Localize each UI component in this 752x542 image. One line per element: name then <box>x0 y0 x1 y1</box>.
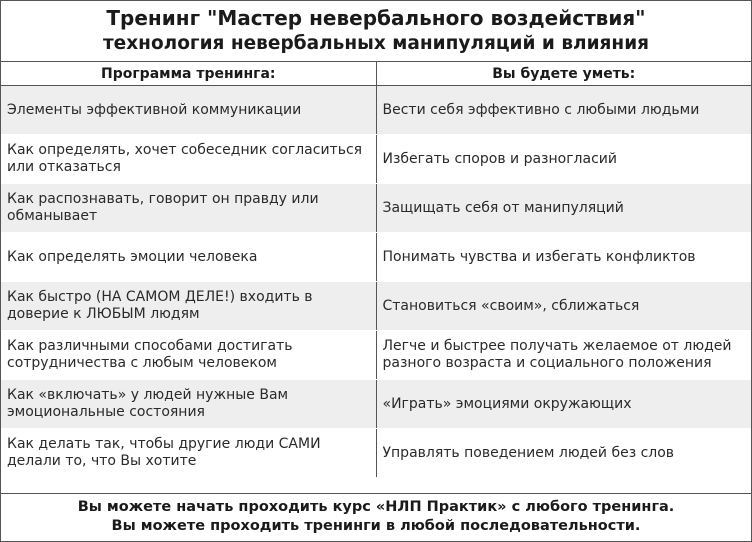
table-row <box>1 331 751 380</box>
column-header-program: Программа тренинга: <box>1 62 376 86</box>
column-header-skills: Вы будете уметь: <box>376 62 751 86</box>
table-header-row <box>1 62 751 86</box>
program-cell: Как различными способами достигать сотрудничества с любым человеком <box>1 331 376 380</box>
table-row <box>1 135 751 184</box>
skill-cell: Управлять поведением людей без слов <box>376 429 751 478</box>
program-cell: Как определять, хочет собеседник согласиться или отказаться <box>1 135 376 184</box>
footer-note <box>1 493 751 541</box>
table-row <box>1 184 751 233</box>
title-block <box>1 1 751 62</box>
skill-cell: «Играть» эмоциями окружающих <box>376 380 751 429</box>
program-cell: Как «включать» у людей нужные Вам эмоциональные состояния <box>1 380 376 429</box>
table-row <box>1 429 751 478</box>
table-row <box>1 282 751 331</box>
program-cell: Как быстро (НА САМОМ ДЕЛЕ!) входить в доверие к ЛЮБЫМ людям <box>1 282 376 331</box>
skill-cell: Вести себя эффективно с любыми людьми <box>376 86 751 135</box>
program-cell: Как делать так, чтобы другие люди САМИ делали то, что Вы хотите <box>1 429 376 478</box>
program-cell: Элементы эффективной коммуникации <box>1 86 376 135</box>
program-table <box>1 62 751 478</box>
page-subtitle: технология невербальных манипуляций и влияния <box>102 33 650 54</box>
skill-cell: Становиться «своим», сближаться <box>376 282 751 331</box>
footer-line-1: Вы можете начать проходить курс «НЛП Практик» с любого тренинга. <box>77 499 675 515</box>
skill-cell: Избегать споров и разногласий <box>376 135 751 184</box>
table-row <box>1 233 751 282</box>
skill-cell: Понимать чувства и избегать конфликтов <box>376 233 751 282</box>
skill-cell: Легче и быстрее получать желаемое от людей разного возраста и социального положения <box>376 331 751 380</box>
program-cell: Как распознавать, говорит он правду или обманывает <box>1 184 376 233</box>
skill-cell: Защищать себя от манипуляций <box>376 184 751 233</box>
footer-line-2: Вы можете проходить тренинги в любой последовательности. <box>111 518 641 534</box>
table-row <box>1 380 751 429</box>
page-title: Тренинг "Мастер невербального воздействия" <box>106 6 646 30</box>
program-cell: Как определять эмоции человека <box>1 233 376 282</box>
table-row <box>1 86 751 135</box>
